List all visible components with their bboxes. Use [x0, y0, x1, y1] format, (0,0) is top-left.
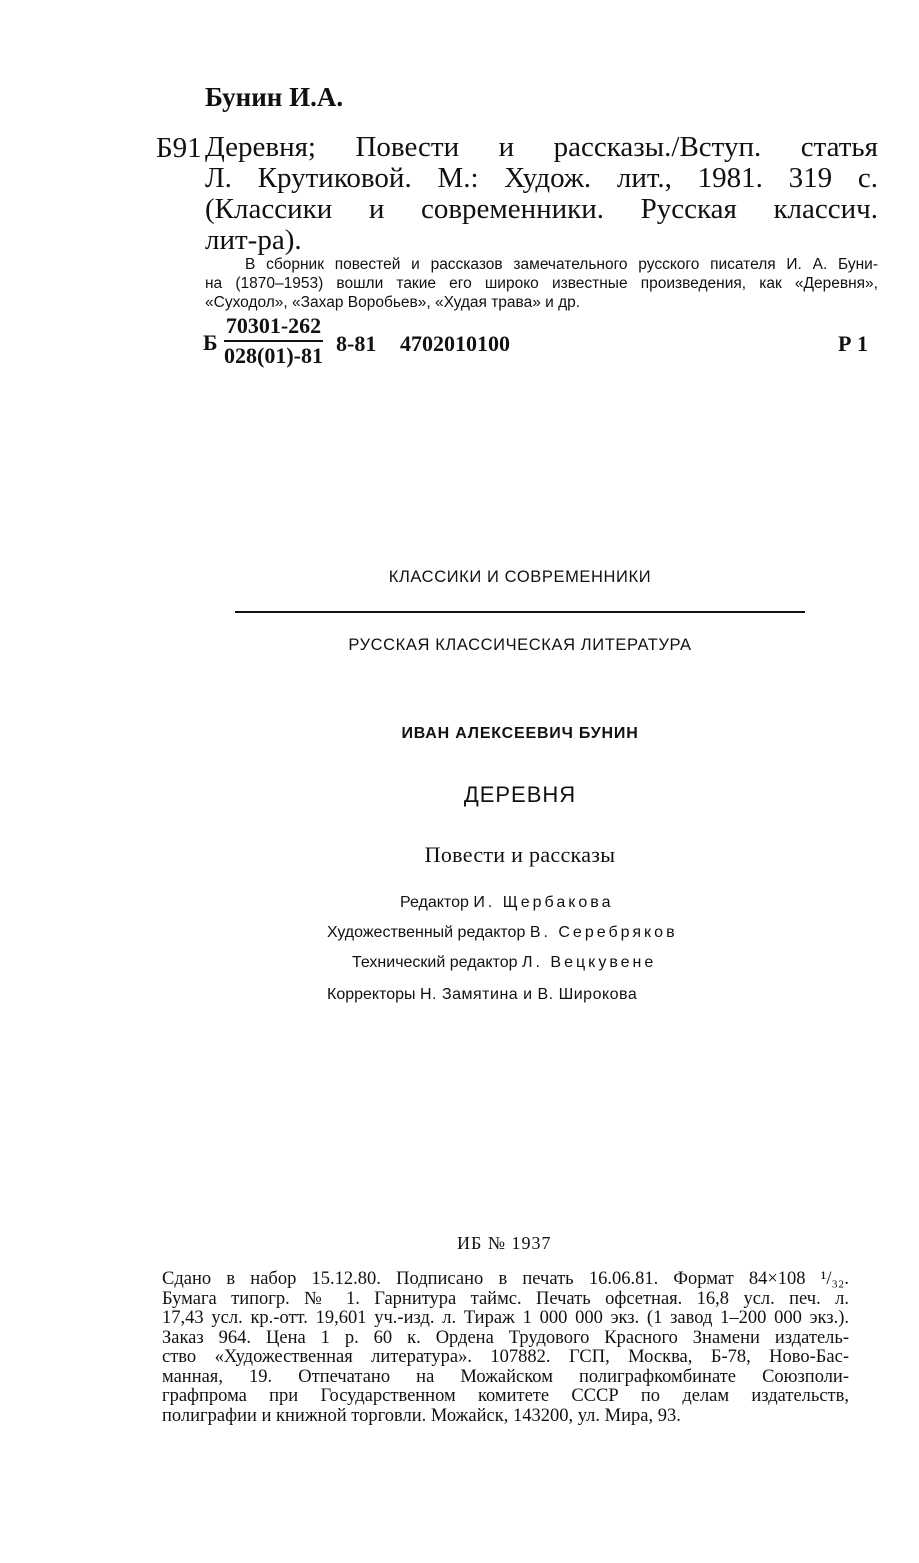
card-annotation	[205, 255, 878, 312]
index-price-code: Р 1	[838, 331, 868, 356]
index-fraction	[224, 314, 323, 368]
book-subtitle: Повести и рассказы	[424, 842, 616, 867]
credit-role: Редактор	[400, 894, 469, 911]
card-author: Бунин И.А.	[205, 82, 344, 112]
credit-name: В. Серебряков	[529, 924, 678, 941]
biblio-line: Л. Крутиковой. М.: Худож. лит., 1981. 319 с.	[205, 162, 878, 194]
imprint-line: 17,43 усл. кр.-отт. 19,601 уч.-изд. л. Тираж 1 000 000 экз. (1 завод 1–200 000 экз.).	[162, 1308, 849, 1328]
credit-tech-editor	[352, 954, 656, 972]
imprint-block	[162, 1270, 849, 1426]
credit-name: И. Щербакова	[473, 894, 614, 911]
imprint-line: Заказ 964. Цена 1 р. 60 к. Ордена Трудового Красного Знамени издатель-	[162, 1327, 849, 1348]
subseries-title: РУССКАЯ КЛАССИЧЕСКАЯ ЛИТЕРАТУРА	[348, 636, 692, 654]
credit-editor	[400, 894, 614, 912]
author-full-name: ИВАН АЛЕКСЕЕВИЧ БУНИН	[401, 725, 639, 742]
index-denominator: 028(01)-81	[224, 340, 323, 368]
biblio-line: (Классики и современники. Русская классич.	[205, 193, 878, 225]
biblio-line: лит-ра).	[205, 224, 302, 256]
annotation-line: «Суходол», «Захар Воробьев», «Худая трава» и др.	[205, 294, 581, 311]
credit-name: Н. Замятина и В. Широкова	[420, 986, 638, 1003]
credit-role: Корректоры	[327, 986, 416, 1003]
biblio-line: Деревня; Повести и рассказы./Вступ. статья	[205, 131, 878, 163]
ib-number: ИБ № 1937	[457, 1233, 552, 1253]
annotation-line: В сборник повестей и рассказов замечательного русского писателя И. А. Буни-	[245, 256, 878, 273]
credit-name: Л. Вецкувене	[522, 954, 657, 971]
credit-proofreaders	[327, 986, 637, 1004]
index-numerator: 70301-262	[225, 313, 322, 338]
imprint-line: полиграфии и книжной торговли. Можайск, 143200, ул. Мира, 93.	[162, 1405, 681, 1426]
card-classification-code: Б91	[156, 132, 202, 164]
imprint-line: Бумага типогр. № 1. Гарнитура таймс. Печать офсетная. 16,8 усл. печ. л.	[162, 1288, 849, 1309]
annotation-line: на (1870–1953) вошли такие его широко известные произведения, как «Деревня»,	[205, 275, 878, 292]
imprint-line: манная, 19. Отпечатано на Можайском полиграфкомбинате Союзполи-	[162, 1366, 849, 1387]
credit-role: Технический редактор	[352, 954, 518, 971]
series-title: КЛАССИКИ И СОВРЕМЕННИКИ	[388, 568, 652, 586]
index-letter: Б	[203, 330, 218, 355]
card-bibliographic-description	[205, 132, 878, 256]
index-isbn: 4702010100	[400, 331, 510, 356]
imprint-line: графпрома при Государственном комитете СССР по делам издательств,	[162, 1386, 849, 1406]
imprint-line: ство «Художественная литература». 107882. ГСП, Москва, Б-78, Ново-Бас-	[162, 1347, 849, 1367]
book-title: ДЕРЕВНЯ	[463, 782, 577, 807]
series-divider	[235, 611, 805, 613]
credit-art-editor	[327, 924, 678, 942]
imprint-line: Сдано в набор 15.12.80. Подписано в печать 16.06.81. Формат 84×108 ¹/₃₂.	[162, 1269, 849, 1289]
index-series-code: 8-81	[336, 331, 377, 356]
credit-role: Художественный редактор	[327, 924, 526, 941]
